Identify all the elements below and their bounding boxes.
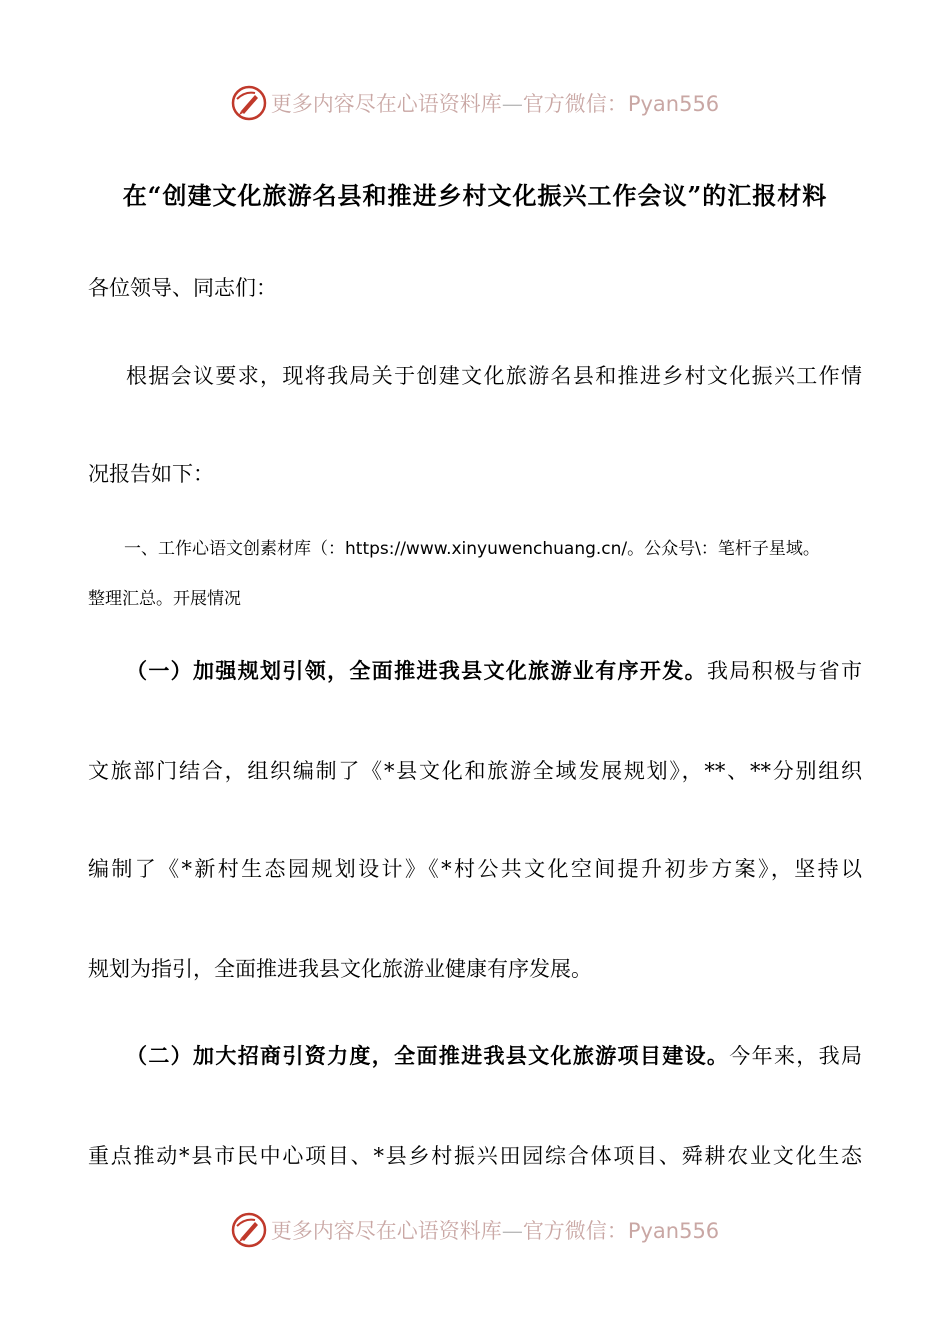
para1-line-3: 编制了《*新村生态园规划设计》《*村公共文化空间提升初步方案》，坚持以 xyxy=(88,857,862,881)
para1-heading: （一）加强规划引领，全面推进我县文化旅游业有序开发。 xyxy=(126,658,707,683)
source-url: https://www.xinyuwenchuang.cn/ xyxy=(345,539,628,559)
para1-line-2: 文旅部门结合，组织编制了《*县文化和旅游全域发展规划》，**、**分别组织 xyxy=(88,759,862,783)
intro-line-1: 根据会议要求，现将我局关于创建文化旅游名县和推进乡村文化振兴工作情 xyxy=(126,364,862,388)
intro-line-2: 况报告如下： xyxy=(88,462,214,486)
watermark-text: 更多内容尽在心语资料库—官方微信：Pyan556 xyxy=(270,92,720,116)
para1-line-4: 规划为指引，全面推进我县文化旅游业健康有序发展。 xyxy=(88,957,592,981)
document-title: 在“创建文化旅游名县和推进乡村文化振兴工作会议”的汇报材料 xyxy=(122,181,828,210)
para2-line-1: （二）加大招商引资力度，全面推进我县文化旅游项目建设。今年来，我局 xyxy=(126,1043,862,1068)
section1-line-1: 一、工作心语文创素材库（：https://www.xinyuwenchuang.cn/。公众号\：笔杆子星域。 xyxy=(124,539,820,559)
pen-logo-icon xyxy=(231,85,267,121)
para2-line-2: 重点推动*县市民中心项目、*县乡村振兴田园综合体项目、舜耕农业文化生态 xyxy=(88,1144,862,1168)
pen-logo-icon xyxy=(231,1212,267,1248)
section1-line-2: 整理汇总。开展情况 xyxy=(88,589,241,609)
header-watermark xyxy=(0,81,950,125)
para1-line-1: （一）加强规划引领，全面推进我县文化旅游业有序开发。我局积极与省市 xyxy=(126,658,862,683)
footer-watermark xyxy=(0,1208,950,1252)
salutation: 各位领导、同志们： xyxy=(88,276,277,300)
para2-heading: （二）加大招商引资力度，全面推进我县文化旅游项目建设。 xyxy=(126,1043,730,1068)
watermark-text: 更多内容尽在心语资料库—官方微信：Pyan556 xyxy=(270,1219,720,1243)
